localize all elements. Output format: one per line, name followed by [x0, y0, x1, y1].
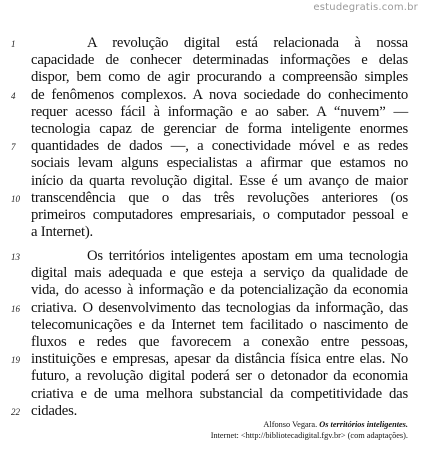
text-line: primeiros computadores empresariais, o computador pessoal e: [31, 207, 408, 223]
line-number: 1: [11, 39, 16, 49]
text-line: a Internet).: [31, 224, 94, 241]
line-number: 10: [11, 193, 20, 204]
text-line: dispor, bem como de agir procurando a compreensão simples: [31, 69, 408, 86]
text-line: cidades.: [31, 402, 78, 419]
source-author: Alfonso Vegara.: [263, 420, 318, 429]
text-line: criativa. O desenvolvimento das tecnologias da informação, das: [31, 299, 408, 316]
line-number: 13: [11, 252, 20, 262]
source-reference: Internet: <http://bibliotecadigital.fgv.br> (com adaptações).: [210, 431, 408, 440]
text-line: tecnologia capaz de gerenciar de forma inteligente enormes: [31, 121, 408, 137]
source-line-1: [263, 420, 408, 430]
watermark: estudegratis.com.br: [313, 2, 418, 13]
text-line: capacidade de conhecer determinadas informações e delas: [31, 52, 408, 69]
text-line: digital mais adequada e que esteja a serviço da qualidade de: [31, 265, 408, 282]
text-line: sociais levam alguns especialistas a afirmar que estamos no: [31, 155, 408, 172]
text-line: fluxos e redes que favorecem a conexão entre pessoas,: [31, 334, 408, 350]
text-line: requer acesso fácil à informação e ao saber. A “nuvem” —: [31, 103, 408, 120]
text-line: Os territórios inteligentes apostam em uma tecnologia: [87, 248, 408, 264]
line-number: 4: [11, 90, 16, 101]
line-number: 7: [11, 142, 16, 153]
text-line: de fenômenos complexos. A nova sociedade do conhecimento: [31, 86, 408, 103]
text-line: vida, do acesso à informação e da potencialização da economia: [31, 282, 408, 299]
text-line: início da quarta revolução digital. Esse é um avanço de maior: [31, 172, 408, 189]
line-number: 16: [11, 303, 20, 314]
line-number: 22: [11, 406, 20, 417]
text-line: instituições e empresas, apesar da distância física entre elas. No: [31, 351, 408, 368]
text-line: telecomunicações e da Internet tem facilitado o nascimento de: [31, 316, 408, 333]
line-number: 19: [11, 355, 20, 366]
text-line: futuro, a revolução digital poderá ser o detonador da economia: [31, 368, 408, 385]
text-line: A revolução digital está relacionada à nossa: [87, 35, 408, 51]
text-line: criativa e de uma melhora substancial da competitividade das: [31, 385, 408, 402]
text-line: quantidades de dados —, a conectividade móvel e as redes: [31, 138, 408, 155]
source-title: Os territórios inteligentes.: [319, 420, 408, 429]
text-line: transcendência que o das três revoluções anteriores (os: [31, 189, 408, 206]
